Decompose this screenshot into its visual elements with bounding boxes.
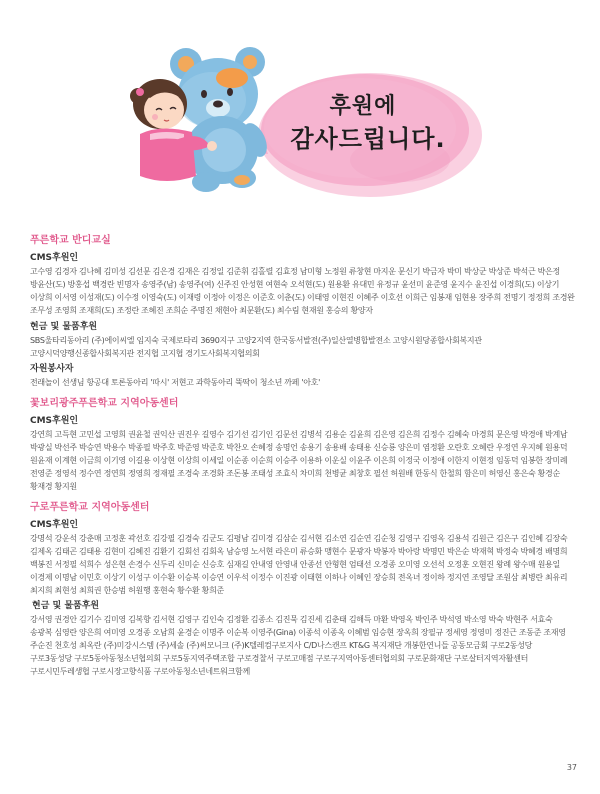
thanks-line-2: 감사드립니다. — [290, 125, 446, 153]
block-heading: CMS후원인 — [30, 519, 79, 530]
volunteer-names: 전래놀이 선생님 항공대 토론동아리 '따시' 저현고 과학동아리 뚝딱이 청소년 까페 '아호' — [30, 378, 321, 388]
section-kkotbori — [30, 396, 575, 494]
thanks-message — [268, 92, 468, 156]
block-heading: CMS후원인 — [30, 416, 79, 427]
block-heading: 현금 및 물품후원 — [30, 321, 98, 332]
donor-list — [30, 233, 575, 685]
section-bandi — [30, 233, 575, 390]
cms-donors — [30, 252, 575, 318]
cash-goods-donors — [30, 321, 575, 361]
section-title: 꽃보리광주푸른학교 지역아동센터 — [30, 398, 179, 410]
section-title: 구로푸른학교 지역아동센터 — [30, 501, 150, 513]
donor-names: 강명석 강운석 강춘매 고정훈 곽선호 김강필 김경숙 김군도 김평남 김미경 김삼순 김서현 김소연 김순연 김순청 김영구 김영옥 김용석 김원근 김은구 김인혜 김장숙 김제옥 김태곤 김태용 김현미 김혜진 김환기 김회선 김회옥 남승영 노서현 라은미 류승화 맹현수 문광자 박봉자 박아랑 박명민 박은순 박재혁 박정숙 박혜경 배명희 백봉진 서정필 석희수 성은현 손경수 신두리 신미순 신승호 심재길 안내영 안영내 안종선 안형현 엄태선 오경종 오미영 오선석 오정훈 오현진 왕례 왕수매 원용일 이경제 이명남 이민호 이상기 이성구 이수환 이승복 이승연 이우석 이정수 이진광 이태현 이하나 이혜인 장승희 전옥녀 정이하 정지연 조영달 조원삼 최병란 최유리 최지희 최현성 최희권 한승범 허원행 홍현숙 황수환 황희준 — [30, 533, 568, 595]
cms-donors — [30, 415, 575, 494]
block-heading: 현금 및 물품후원 — [32, 601, 100, 612]
cash-goods-donors — [30, 600, 575, 679]
header-illustration — [0, 0, 600, 220]
donor-names: SBS울타리동아리 (주)에이씨엘 임지숙 국제로타리 3690지구 고양2지역 한국동서발전(주)일산열병합발전소 고양시원당종합사회복지관 고양시덕양행신종합사회복지관 전지협 고지협 경기도사회복지협의회 — [30, 335, 482, 358]
section-guro — [30, 500, 575, 679]
section-title: 푸른학교 반디교실 — [30, 235, 111, 246]
donor-names: 고수영 김경자 김나혜 김미성 김선문 김은경 김재은 김정일 김준휘 김홀렬 김효정 남미형 노정원 류창현 마지운 문신기 박금자 박미 박상군 박상준 박석근 박은정 방윤산(도) 방홍섭 백경란 빈명자 송영주(남) 송영주(여) 신주진 안성현 여현숙 오석현(도) 원용환 유대민 유정규 윤선미 윤준영 윤지수 윤진섭 이경희(도) 이상기 이상희 이서영 이성재(도) 이수정 이영숙(도) 이재령 이정아 이정은 이준호 이춘(도) 이태영 이현진 이혜주 이호선 이희근 임봉재 임현용 장주희 전명기 정정희 조경완 조무성 조영희 조재희(도) 조정란 조혜진 조희순 주명진 채현아 최문환(도) 최수림 현재원 홍승의 황양자 — [30, 267, 575, 315]
cms-donors — [30, 519, 575, 598]
volunteers — [30, 363, 575, 390]
thanks-line-1: 후원에 — [329, 94, 397, 119]
donor-names: 강서영 권경안 김기수 김미영 김복향 김서현 김영구 김인숙 김정환 김종소 김진묵 김진세 김춘태 김해득 마환 박영옥 박인주 박석영 박소영 박숙 박현주 서효숙 송광복 심영란 양은희 여미영 오경종 오남희 윤경순 이명주 이순복 이영주(Gina) 이종석 이종옥 이혜범 임승현 장옥희 장필규 정세영 정영미 정진근 조동준 조재영 주순진 천호성 최옥란 (주)미강시스템 (주)세솔 (주)써모니크 (주)K텔레컴구로지사 C/D나스캔프 KT&G 복지재단 개봉한연니들 공동모금회 구로2동성당 구로3동성당 구로5동아동청소년협의회 구로5동지역주택조합 구로경찰서 구로고매점 구로구지역아동센터협의회 구로문화재단 구로살터지역자활센터 구로시민두레생협 구로시장고향식품 구로아동청소년네트워크함께 — [30, 615, 566, 677]
block-heading: 자원봉사자 — [30, 364, 74, 375]
block-heading: CMS후원인 — [30, 253, 79, 263]
donor-names: 강연희 고득현 고민섭 고영희 권윤철 권익산 권진우 길영수 김기선 김기인 김문선 김병석 김용순 김윤희 김은영 김은희 김정수 김혜숙 마경희 문은영 박경애 박계남 박광실 박선주 박승연 박용수 박종필 박주호 박준영 박준호 박찬오 손혜정 송명언 송용기 송용배 송태용 신승룡 양은미 염정환 오란호 오혜란 우정연 우지혜 원용덕 원윤재 이계현 이금희 이기영 이길용 이상현 이상희 이세일 이순종 이순희 이승주 이용하 이운실 이윤주 이은희 이정국 이정애 이한지 이현정 임동덕 임봉한 장미례 전영준 정영석 정수연 정연희 정영희 정재필 조경숙 조경화 조돈봉 조태성 조효식 차미희 천병균 최창호 필선 허원배 한동식 한철희 함은미 허영신 홍은숙 황경순 황재경 황지원 — [30, 430, 568, 491]
page-number: 37 — [566, 763, 577, 772]
